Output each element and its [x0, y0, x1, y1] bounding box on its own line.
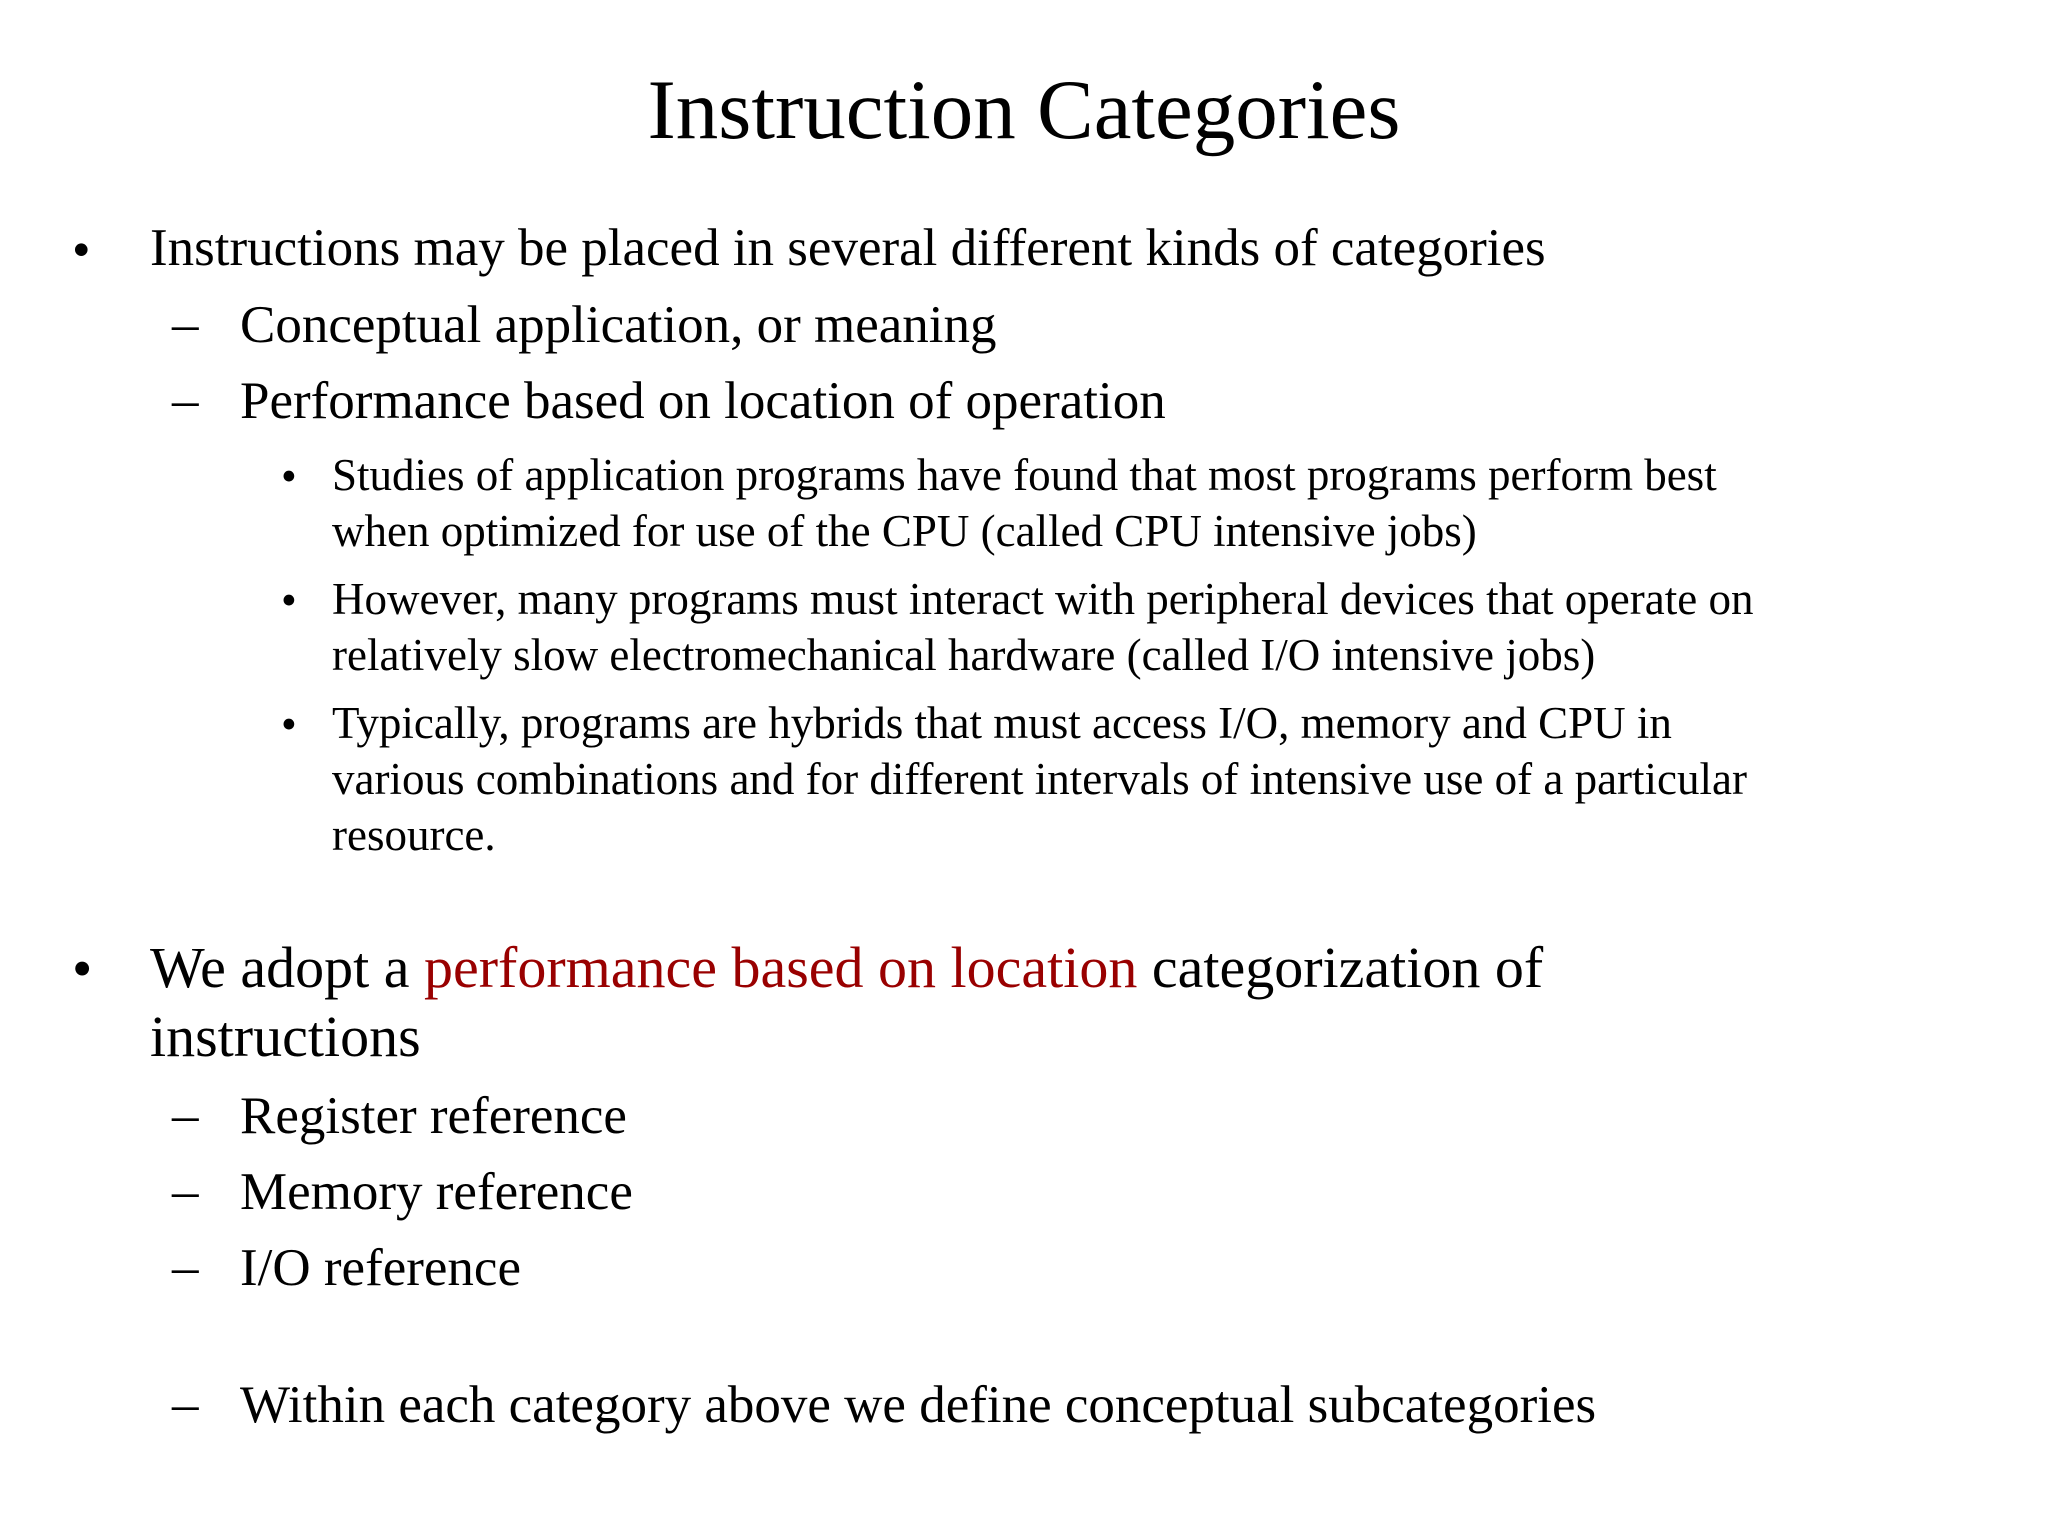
detail-text: However, many programs must interact with peripheral devices that operate on: [332, 574, 1754, 624]
dash-marker: –: [172, 1375, 199, 1433]
dash-marker: –: [172, 295, 199, 353]
detail-text: various combinations and for different intervals of intensive use of a particular: [332, 754, 1747, 804]
subitem-text: Conceptual application, or meaning: [240, 296, 997, 354]
detail-bullet-marker: •: [281, 575, 297, 625]
dash-marker: –: [172, 371, 199, 429]
detail-text: relatively slow electromechanical hardware (called I/O intensive jobs): [332, 630, 1596, 680]
highlighted-text: performance based on location: [423, 935, 1138, 1000]
dash-marker: –: [172, 1238, 199, 1296]
detail-bullet-marker: •: [281, 699, 297, 749]
bullet-text: [150, 934, 1543, 1002]
dash-marker: –: [172, 1086, 199, 1144]
subitem-text: Register reference: [240, 1087, 627, 1145]
dash-marker: –: [172, 1162, 199, 1220]
detail-bullet-marker: •: [281, 451, 297, 501]
bullet-marker: •: [72, 221, 91, 279]
bullet-text-prefix: We adopt a: [150, 935, 424, 1000]
subitem-text: Within each category above we define conceptual subcategories: [240, 1376, 1597, 1434]
bullet-text-suffix: categorization of: [1137, 935, 1544, 1000]
bullet-text-continuation: instructions: [150, 1004, 421, 1069]
slide-title: Instruction Categories: [647, 63, 1401, 157]
detail-text: Typically, programs are hybrids that must access I/O, memory and CPU in: [332, 698, 1672, 748]
subitem-text: I/O reference: [240, 1239, 521, 1297]
subitem-text: Memory reference: [240, 1163, 633, 1221]
bullet-text: Instructions may be placed in several different kinds of categories: [150, 219, 1546, 277]
bullet-marker: •: [72, 936, 93, 1001]
detail-text: Studies of application programs have found that most programs perform best: [332, 450, 1717, 500]
detail-text: when optimized for use of the CPU (called CPU intensive jobs): [332, 506, 1477, 556]
detail-text: resource.: [332, 810, 496, 860]
subitem-text: Performance based on location of operation: [240, 372, 1166, 430]
